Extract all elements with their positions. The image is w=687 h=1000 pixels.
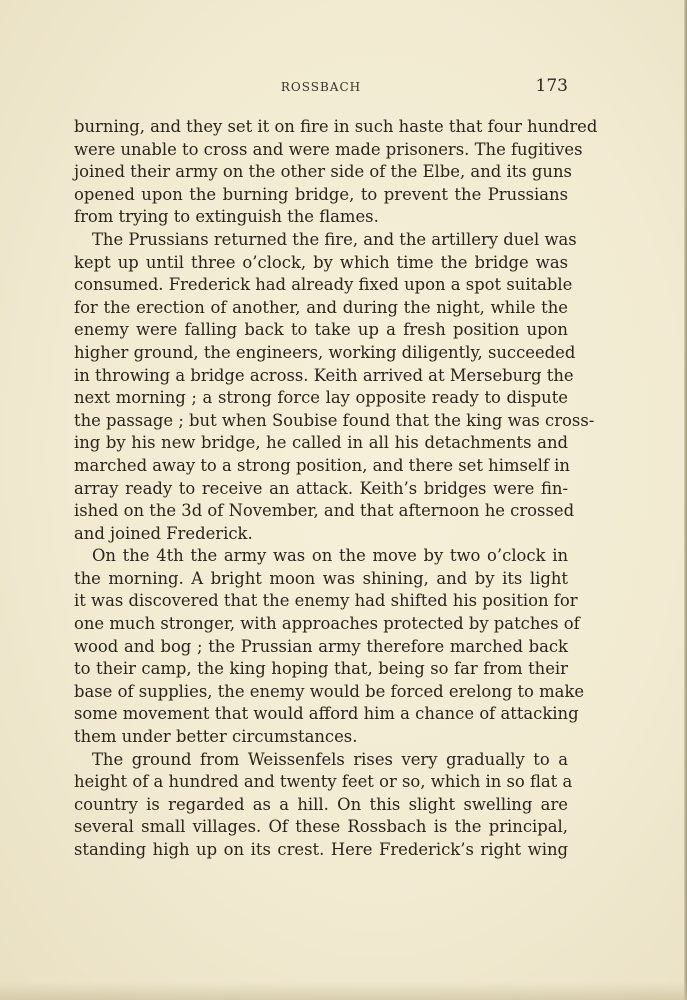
text-line: in throwing a bridge across. Keith arrived at Merseburg the	[74, 365, 574, 385]
text-line: joined their army on the other side of the Elbe, and its guns	[74, 162, 572, 182]
text-line: some movement that would afford him a chance of attacking	[74, 704, 579, 724]
text-line: higher ground, the engineers, working diligently, succeeded	[74, 342, 576, 362]
text-line: The ground from Weissenfels rises very gradually to a	[92, 749, 568, 769]
text-line: from trying to extinguish the flames.	[74, 207, 379, 227]
text-line: On the 4th the army was on the move by two o’clock in	[92, 546, 568, 566]
running-title: ROSSBACH	[280, 80, 362, 94]
text-line: one much stronger, with approaches protected by patches of	[74, 614, 580, 634]
text-line: to their camp, the king hoping that, being so far from their	[74, 659, 568, 679]
text-line: standing high up on its crest. Here Frederick’s right wing	[74, 840, 568, 859]
text-line: height of a hundred and twenty feet or so, which in so flat a	[74, 772, 573, 792]
page-edge-bottom	[0, 982, 687, 1000]
text-line: enemy were falling back to take up a fresh position upon	[74, 320, 568, 340]
text-line: wood and bog ; the Prussian army therefore marched back	[74, 636, 568, 656]
text-line: country is regarded as a hill. On this slight swelling are	[74, 794, 568, 814]
text-line: for the erection of another, and during the night, while the	[74, 297, 568, 317]
body-text	[74, 116, 598, 862]
text-line: array ready to receive an attack. Keith’s bridges were fin-	[74, 478, 568, 498]
text-line: it was discovered that the enemy had shifted his position for	[74, 591, 578, 611]
text-line: the morning. A bright moon was shining, and by its light	[74, 568, 568, 588]
text-line: were unable to cross and were made prisoners. The fugitives	[74, 139, 583, 159]
text-line: kept up until three o’clock, by which time the bridge was	[74, 252, 568, 272]
running-head	[74, 76, 568, 98]
text-line: ing by his new bridge, he called in all his detachments and	[74, 433, 568, 453]
text-line: the passage ; but when Soubise found that the king was cross-	[74, 410, 595, 430]
text-line: base of supplies, the enemy would be forced erelong to make	[74, 681, 585, 701]
page-number: 173	[535, 76, 568, 96]
text-line: them under better circumstances.	[74, 727, 358, 747]
text-line: burning, and they set it on fire in such haste that four hundred	[74, 117, 598, 136]
text-line: several small villages. Of these Rossbach is the principal,	[74, 817, 568, 837]
text-line: opened upon the burning bridge, to prevent the Prussians	[74, 184, 568, 204]
text-line: consumed. Frederick had already fixed upon a spot suitable	[74, 275, 573, 295]
text-line: marched away to a strong position, and there set himself in	[74, 455, 570, 475]
text-line: ished on the 3d of November, and that afternoon he crossed	[74, 501, 575, 521]
text-line: and joined Frederick.	[74, 523, 253, 543]
text-line: The Prussians returned the fire, and the artillery duel was	[92, 229, 577, 249]
text-line: next morning ; a strong force lay opposite ready to dispute	[74, 388, 568, 408]
